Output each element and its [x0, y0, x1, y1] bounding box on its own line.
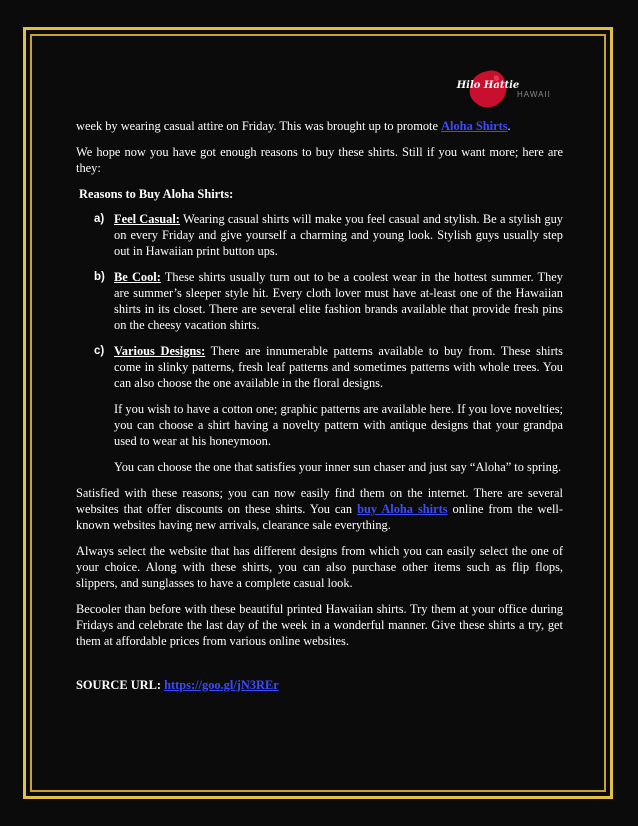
source-url-link[interactable]: https://goo.gl/jN3REr — [164, 678, 279, 692]
reason-text: Wearing casual shirts will make you feel casual and stylish. Be a stylish guy on every Friday and give yourself a charming and young look. Stylish guys usually step out in Hawaiian print button ups. — [114, 212, 563, 258]
reasons-heading: Reasons to Buy Aloha Shirts: — [79, 187, 234, 201]
designs-paragraph-cotton: If you wish to have a cotton one; graphic patterns are available here. If you love novelties; you can choose a shirt having a novelty pattern with antique designs that your grandpa used to wear at his honeymoon. — [114, 402, 563, 448]
intro-paragraph: week by wearing casual attire on Friday. This was brought up to promote Aloha Shirts. — [76, 119, 511, 133]
list-marker: b) — [94, 271, 105, 283]
hilo-hattie-logo — [456, 68, 564, 112]
reason-term: Various Designs: — [114, 344, 206, 358]
reason-term: Feel Casual: — [114, 212, 180, 226]
reason-item-various-designs — [76, 343, 563, 391]
list-marker: c) — [94, 345, 105, 357]
logo-subtext: HAWAII — [517, 90, 551, 99]
logo-text-top: Hilo Hattie — [456, 80, 520, 91]
cooler-paragraph: Becooler than before with these beautiful printed Hawaiian shirts. Try them at your office during Fridays and celebrate the last day of the week in a wonderful manner. Give these shirts a try, get them at affordable prices from various online websites. — [76, 602, 563, 648]
list-marker: a) — [94, 213, 105, 225]
reason-item-feel-casual — [76, 211, 563, 259]
satisfied-paragraph: Satisfied with these reasons; you can now easily find them on the internet. There are several websites that offer discounts on these shirts. You can buy Aloha shirts online from the well-known websites having new arrivals, clearance sale everything. — [76, 486, 563, 532]
aloha-shirts-link[interactable]: Aloha Shirts — [441, 119, 508, 133]
reason-text: These shirts usually turn out to be a coolest wear in the hottest summer. They are summer’s sleeper style hit. Every cloth lover must have at-least one of the Hawaiian shirts in its closet. There are several elite fashion brands available that provide fresh pins on the cheesy vacation shirts. — [114, 270, 563, 332]
source-url: SOURCE URL: https://goo.gl/jN3REr — [76, 678, 279, 692]
hope-paragraph: We hope now you have got enough reasons to buy these shirts. Still if you want more; here are they: — [76, 145, 563, 175]
buy-aloha-shirts-link[interactable]: buy Aloha shirts — [357, 502, 448, 516]
reason-text: There are innumerable patterns available to buy from. These shirts come in slinky patterns, fresh leaf patterns and sometimes patterns with whole trees. You can also choose the one available in the floral designs. — [114, 344, 563, 390]
reason-item-be-cool — [76, 269, 563, 333]
designs-paragraph-sun-chaser: You can choose the one that satisfies your inner sun chaser and just say “Aloha” to spring. — [114, 460, 562, 474]
select-paragraph: Always select the website that has different designs from which you can easily select the one of your choice. Along with these shirts, you can also purchase other items such as flip flops, slippers, and sunglasses to have a complete casual look. — [76, 544, 563, 590]
document-body — [76, 118, 563, 703]
reason-term: Be Cool: — [114, 270, 161, 284]
